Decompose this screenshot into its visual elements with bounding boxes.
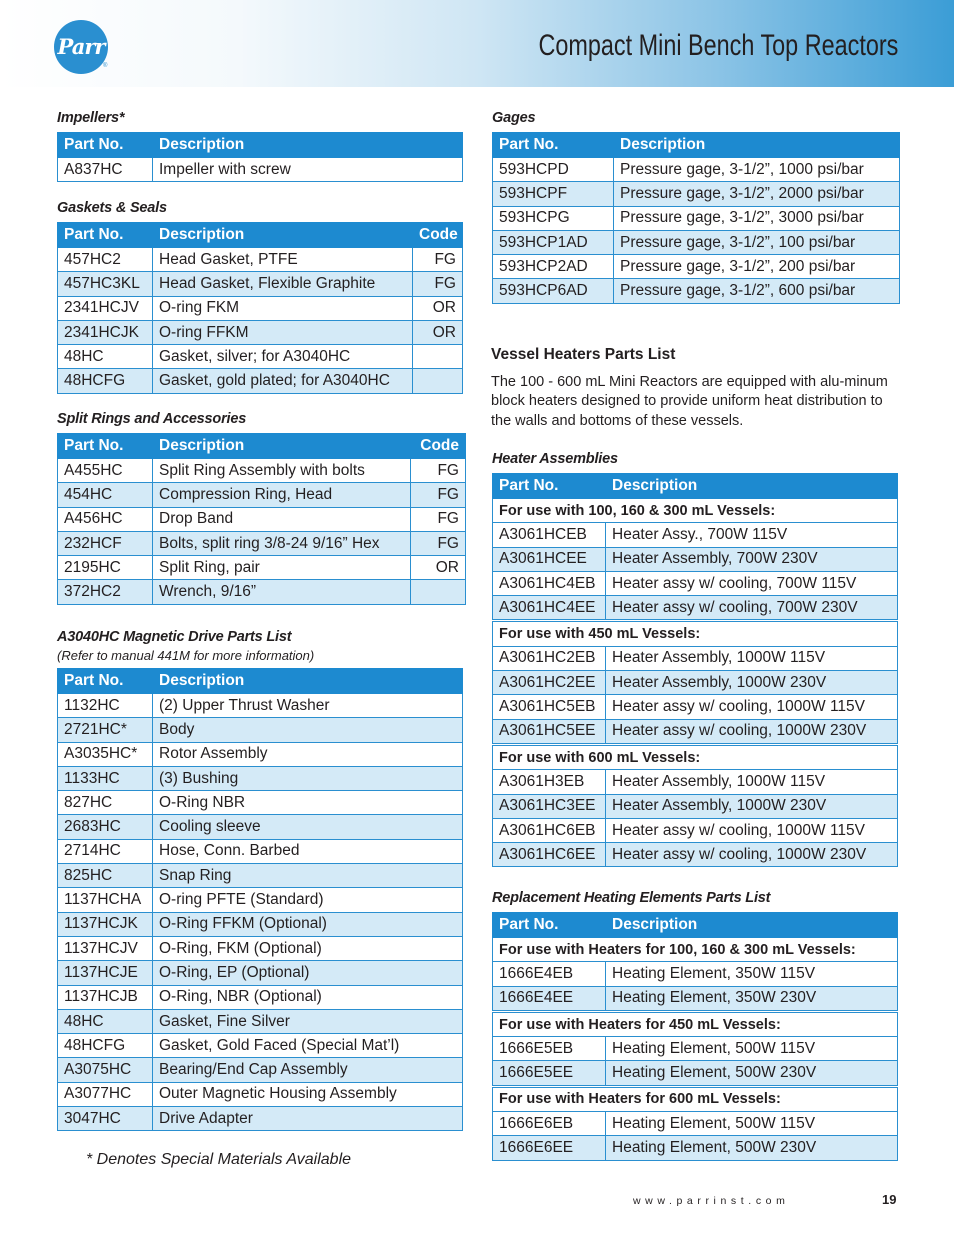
description-cell: Body: [153, 718, 463, 742]
part-number-cell: 1666E4EE: [493, 986, 606, 1011]
part-number-cell: A3035HC*: [58, 742, 153, 766]
column-header: Part No.: [493, 133, 614, 158]
part-number-cell: 454HC: [58, 483, 153, 507]
table-row: [493, 794, 898, 818]
description-cell: Compression Ring, Head: [153, 483, 411, 507]
part-number-cell: 827HC: [58, 791, 153, 815]
table-row: [58, 483, 466, 507]
table-row: [58, 248, 463, 272]
description-cell: O-Ring FFKM (Optional): [153, 912, 463, 936]
description-cell: (2) Upper Thrust Washer: [153, 694, 463, 718]
code-cell: OR: [413, 320, 463, 344]
part-number-cell: 1132HC: [58, 694, 153, 718]
part-number-cell: 593HCPF: [493, 182, 614, 206]
gaskets-section: [57, 199, 463, 394]
description-cell: Wrench, 9/16”: [153, 580, 411, 604]
part-number-cell: 2341HCJK: [58, 320, 153, 344]
column-header: Description: [606, 474, 898, 499]
table-row: [58, 1058, 463, 1082]
table-row: [493, 547, 898, 571]
group-header-row: [493, 1086, 898, 1111]
part-number-cell: 1666E5EB: [493, 1037, 606, 1061]
part-number-cell: 48HCFG: [58, 369, 153, 393]
table-row: [493, 571, 898, 595]
code-cell: FG: [413, 248, 463, 272]
table-row: [58, 459, 466, 483]
part-number-cell: 593HCP1AD: [493, 230, 614, 254]
description-cell: Heating Element, 500W 230V: [606, 1136, 898, 1160]
description-cell: Bolts, split ring 3/8-24 9/16” Hex: [153, 531, 411, 555]
split-rings-table: [57, 433, 466, 605]
description-cell: Heating Element, 350W 230V: [606, 986, 898, 1011]
table-row: [58, 912, 463, 936]
table-row: [493, 770, 898, 794]
table-row: [493, 206, 900, 230]
description-cell: Outer Magnetic Housing Assembly: [153, 1082, 463, 1106]
description-cell: Head Gasket, PTFE: [153, 248, 413, 272]
group-label: For use with 450 mL Vessels:: [493, 621, 898, 646]
code-cell: OR: [413, 296, 463, 320]
description-cell: Heater assy w/ cooling, 700W 115V: [606, 571, 898, 595]
part-number-cell: 593HCPG: [493, 206, 614, 230]
vessel-heaters-title: Vessel Heaters Parts List: [491, 346, 676, 363]
table-row: [58, 272, 463, 296]
group-header-row: [493, 621, 898, 646]
part-number-cell: 593HCPD: [493, 158, 614, 182]
table-row: [58, 791, 463, 815]
description-cell: Heater assy w/ cooling, 1000W 115V: [606, 695, 898, 719]
description-cell: Pressure gage, 3-1/2”, 100 psi/bar: [614, 230, 900, 254]
part-number-cell: 1137HCHA: [58, 888, 153, 912]
table-row: [493, 596, 898, 621]
column-header: Part No.: [58, 223, 153, 248]
table-row: [58, 369, 463, 393]
group-header-row: [493, 499, 898, 523]
part-number-cell: 825HC: [58, 864, 153, 888]
description-cell: Impeller with screw: [153, 158, 463, 182]
table-row: [493, 158, 900, 182]
description-cell: Gasket, Gold Faced (Special Mat’l): [153, 1034, 463, 1058]
description-cell: Pressure gage, 3-1/2”, 1000 psi/bar: [614, 158, 900, 182]
description-cell: Pressure gage, 3-1/2”, 200 psi/bar: [614, 255, 900, 279]
magnetic-drive-table: [57, 668, 463, 1131]
description-cell: Hose, Conn. Barbed: [153, 839, 463, 863]
table-row: [58, 296, 463, 320]
description-cell: O-ring FKM: [153, 296, 413, 320]
code-cell: OR: [411, 556, 466, 580]
description-cell: Heater Assembly, 1000W 230V: [606, 671, 898, 695]
table-row: [493, 1112, 898, 1136]
group-header-row: [493, 1011, 898, 1036]
part-number-cell: 2683HC: [58, 815, 153, 839]
description-cell: (3) Bushing: [153, 766, 463, 790]
part-number-cell: 48HC: [58, 1009, 153, 1033]
description-cell: Heating Element, 500W 230V: [606, 1061, 898, 1086]
table-row: [58, 320, 463, 344]
part-number-cell: 1666E6EE: [493, 1136, 606, 1160]
part-number-cell: A456HC: [58, 507, 153, 531]
description-cell: O-Ring, NBR (Optional): [153, 985, 463, 1009]
part-number-cell: 48HCFG: [58, 1034, 153, 1058]
description-cell: O-Ring NBR: [153, 791, 463, 815]
table-header-row: [58, 223, 463, 248]
part-number-cell: A3061HC4EB: [493, 571, 606, 595]
footnote: * Denotes Special Materials Available: [86, 1151, 352, 1168]
section-note: (Refer to manual 441M for more information): [57, 648, 315, 663]
group-label: For use with Heaters for 600 mL Vessels:: [493, 1086, 898, 1111]
table-row: [58, 815, 463, 839]
part-number-cell: A3061HC2EB: [493, 646, 606, 670]
column-header: Part No.: [58, 133, 153, 158]
table-row: [58, 766, 463, 790]
part-number-cell: A455HC: [58, 459, 153, 483]
page-header: [0, 0, 954, 87]
part-number-cell: 1137HCJE: [58, 961, 153, 985]
column-header: Description: [606, 913, 898, 938]
description-cell: Gasket, silver; for A3040HC: [153, 345, 413, 369]
table-header-row: [493, 474, 898, 499]
table-row: [493, 182, 900, 206]
part-number-cell: A3061HC5EE: [493, 719, 606, 744]
code-cell: FG: [411, 507, 466, 531]
code-cell: FG: [411, 483, 466, 507]
part-number-cell: A3061H3EB: [493, 770, 606, 794]
footer-url: www.parrinst.com: [633, 1195, 790, 1207]
table-row: [58, 742, 463, 766]
table-row: [493, 719, 898, 744]
group-label: For use with 600 mL Vessels:: [493, 744, 898, 769]
part-number-cell: A3077HC: [58, 1082, 153, 1106]
table-row: [58, 1009, 463, 1033]
part-number-cell: 2341HCJV: [58, 296, 153, 320]
description-cell: Heater Assembly, 1000W 230V: [606, 794, 898, 818]
description-cell: Heater Assembly, 700W 230V: [606, 547, 898, 571]
description-cell: Heater assy w/ cooling, 1000W 230V: [606, 843, 898, 867]
table-row: [493, 695, 898, 719]
column-header: Code: [413, 223, 463, 248]
column-header: Part No.: [493, 474, 606, 499]
gaskets-table: [57, 222, 463, 394]
part-number-cell: A3061HCEB: [493, 523, 606, 547]
table-row: [58, 1107, 463, 1131]
parr-logo: Parr: [54, 20, 108, 74]
part-number-cell: 1137HCJV: [58, 936, 153, 960]
column-header: Part No.: [493, 913, 606, 938]
description-cell: Heating Element, 500W 115V: [606, 1112, 898, 1136]
part-number-cell: 1666E6EB: [493, 1112, 606, 1136]
split-rings-section: [57, 410, 466, 605]
page-number: 19: [882, 1192, 897, 1207]
part-number-cell: 2721HC*: [58, 718, 153, 742]
description-cell: Bearing/End Cap Assembly: [153, 1058, 463, 1082]
column-header: Description: [153, 133, 463, 158]
part-number-cell: 2714HC: [58, 839, 153, 863]
section-title: Heater Assemblies: [492, 451, 618, 467]
column-header: Part No.: [58, 434, 153, 459]
table-row: [58, 936, 463, 960]
description-cell: O-ring PFTE (Standard): [153, 888, 463, 912]
group-header-row: [493, 744, 898, 769]
part-number-cell: A3061HC2EE: [493, 671, 606, 695]
table-row: [493, 1136, 898, 1160]
part-number-cell: A3061HC6EB: [493, 818, 606, 842]
code-cell: FG: [411, 531, 466, 555]
section-title: Split Rings and Accessories: [57, 411, 247, 427]
part-number-cell: A3061HC5EB: [493, 695, 606, 719]
impellers-table: [57, 132, 463, 182]
table-row: [58, 985, 463, 1009]
registered-mark: ®: [103, 63, 108, 69]
table-row: [493, 962, 898, 986]
impellers-section: [57, 109, 463, 182]
table-row: [58, 839, 463, 863]
table-row: [58, 694, 463, 718]
table-row: [58, 864, 463, 888]
column-header: Description: [614, 133, 900, 158]
description-cell: Heater Assy., 700W 115V: [606, 523, 898, 547]
description-cell: Heater assy w/ cooling, 700W 230V: [606, 596, 898, 621]
replacement-elements-table: [492, 912, 898, 1161]
part-number-cell: A3061HC3EE: [493, 794, 606, 818]
column-header: Part No.: [58, 669, 153, 694]
description-cell: Gasket, gold plated; for A3040HC: [153, 369, 413, 393]
part-number-cell: 1666E4EB: [493, 962, 606, 986]
description-cell: Gasket, Fine Silver: [153, 1009, 463, 1033]
heater-assemblies-table: [492, 473, 898, 867]
description-cell: Split Ring, pair: [153, 556, 411, 580]
table-row: [493, 523, 898, 547]
table-header-row: [58, 434, 466, 459]
group-label: For use with Heaters for 450 mL Vessels:: [493, 1011, 898, 1036]
table-row: [493, 1037, 898, 1061]
code-cell: [413, 345, 463, 369]
table-header-row: [58, 133, 463, 158]
part-number-cell: A3061HC6EE: [493, 843, 606, 867]
part-number-cell: 457HC2: [58, 248, 153, 272]
code-cell: [413, 369, 463, 393]
table-row: [493, 843, 898, 867]
description-cell: Split Ring Assembly with bolts: [153, 459, 411, 483]
description-cell: Head Gasket, Flexible Graphite: [153, 272, 413, 296]
description-cell: Heating Element, 500W 115V: [606, 1037, 898, 1061]
description-cell: Heating Element, 350W 115V: [606, 962, 898, 986]
part-number-cell: 593HCP6AD: [493, 279, 614, 303]
part-number-cell: 457HC3KL: [58, 272, 153, 296]
table-row: [58, 507, 466, 531]
part-number-cell: 1133HC: [58, 766, 153, 790]
description-cell: Heater assy w/ cooling, 1000W 115V: [606, 818, 898, 842]
column-header: Description: [153, 434, 411, 459]
description-cell: Heater assy w/ cooling, 1000W 230V: [606, 719, 898, 744]
gages-section: [492, 109, 900, 304]
part-number-cell: 1666E5EE: [493, 1061, 606, 1086]
group-label: For use with 100, 160 & 300 mL Vessels:: [493, 499, 898, 523]
part-number-cell: 593HCP2AD: [493, 255, 614, 279]
description-cell: Cooling sleeve: [153, 815, 463, 839]
code-cell: FG: [413, 272, 463, 296]
section-title: Replacement Heating Elements Parts List: [492, 890, 771, 906]
description-cell: O-Ring, EP (Optional): [153, 961, 463, 985]
description-cell: Rotor Assembly: [153, 742, 463, 766]
description-cell: O-Ring, FKM (Optional): [153, 936, 463, 960]
description-cell: Pressure gage, 3-1/2”, 3000 psi/bar: [614, 206, 900, 230]
group-header-row: [493, 938, 898, 962]
part-number-cell: A837HC: [58, 158, 153, 182]
heater-assemblies-section: [492, 450, 898, 867]
table-row: [58, 888, 463, 912]
table-row: [58, 961, 463, 985]
table-header-row: [493, 133, 900, 158]
table-header-row: [58, 669, 463, 694]
section-title: A3040HC Magnetic Drive Parts List: [57, 629, 292, 645]
column-header: Code: [411, 434, 466, 459]
table-row: [493, 818, 898, 842]
gages-table: [492, 132, 900, 304]
part-number-cell: 2195HC: [58, 556, 153, 580]
replacement-elements-section: [492, 889, 898, 1161]
part-number-cell: 3047HC: [58, 1107, 153, 1131]
group-label: For use with Heaters for 100, 160 & 300 mL Vessels:: [493, 938, 898, 962]
table-row: [493, 986, 898, 1011]
table-row: [58, 556, 466, 580]
table-row: [493, 230, 900, 254]
part-number-cell: 372HC2: [58, 580, 153, 604]
table-row: [493, 255, 900, 279]
page-title: Compact Mini Bench Top Reactors: [538, 29, 898, 62]
table-row: [58, 580, 466, 604]
part-number-cell: A3061HCEE: [493, 547, 606, 571]
section-title: Impellers*: [57, 110, 125, 126]
vessel-heaters-text: The 100 - 600 mL Mini Reactors are equipped with alu-minum block heaters designed to provide uniform heat distribution to the walls and bottoms of these vessels.: [491, 374, 888, 429]
code-cell: FG: [411, 459, 466, 483]
code-cell: [411, 580, 466, 604]
section-title: Gages: [492, 110, 536, 126]
table-row: [493, 1061, 898, 1086]
description-cell: Drive Adapter: [153, 1107, 463, 1131]
table-row: [493, 646, 898, 670]
column-header: Description: [153, 669, 463, 694]
part-number-cell: A3075HC: [58, 1058, 153, 1082]
magnetic-drive-section: [57, 628, 463, 1131]
table-row: [58, 1034, 463, 1058]
part-number-cell: A3061HC4EE: [493, 596, 606, 621]
part-number-cell: 1137HCJK: [58, 912, 153, 936]
description-cell: Pressure gage, 3-1/2”, 600 psi/bar: [614, 279, 900, 303]
table-row: [58, 158, 463, 182]
table-row: [58, 531, 466, 555]
description-cell: Heater Assembly, 1000W 115V: [606, 646, 898, 670]
section-title: Gaskets & Seals: [57, 200, 167, 216]
description-cell: Heater Assembly, 1000W 115V: [606, 770, 898, 794]
table-row: [493, 671, 898, 695]
part-number-cell: 1137HCJB: [58, 985, 153, 1009]
table-row: [58, 718, 463, 742]
part-number-cell: 48HC: [58, 345, 153, 369]
description-cell: Snap Ring: [153, 864, 463, 888]
description-cell: Drop Band: [153, 507, 411, 531]
column-header: Description: [153, 223, 413, 248]
table-header-row: [493, 913, 898, 938]
table-row: [58, 1082, 463, 1106]
table-row: [58, 345, 463, 369]
description-cell: Pressure gage, 3-1/2”, 2000 psi/bar: [614, 182, 900, 206]
description-cell: O-ring FFKM: [153, 320, 413, 344]
table-row: [493, 279, 900, 303]
part-number-cell: 232HCF: [58, 531, 153, 555]
